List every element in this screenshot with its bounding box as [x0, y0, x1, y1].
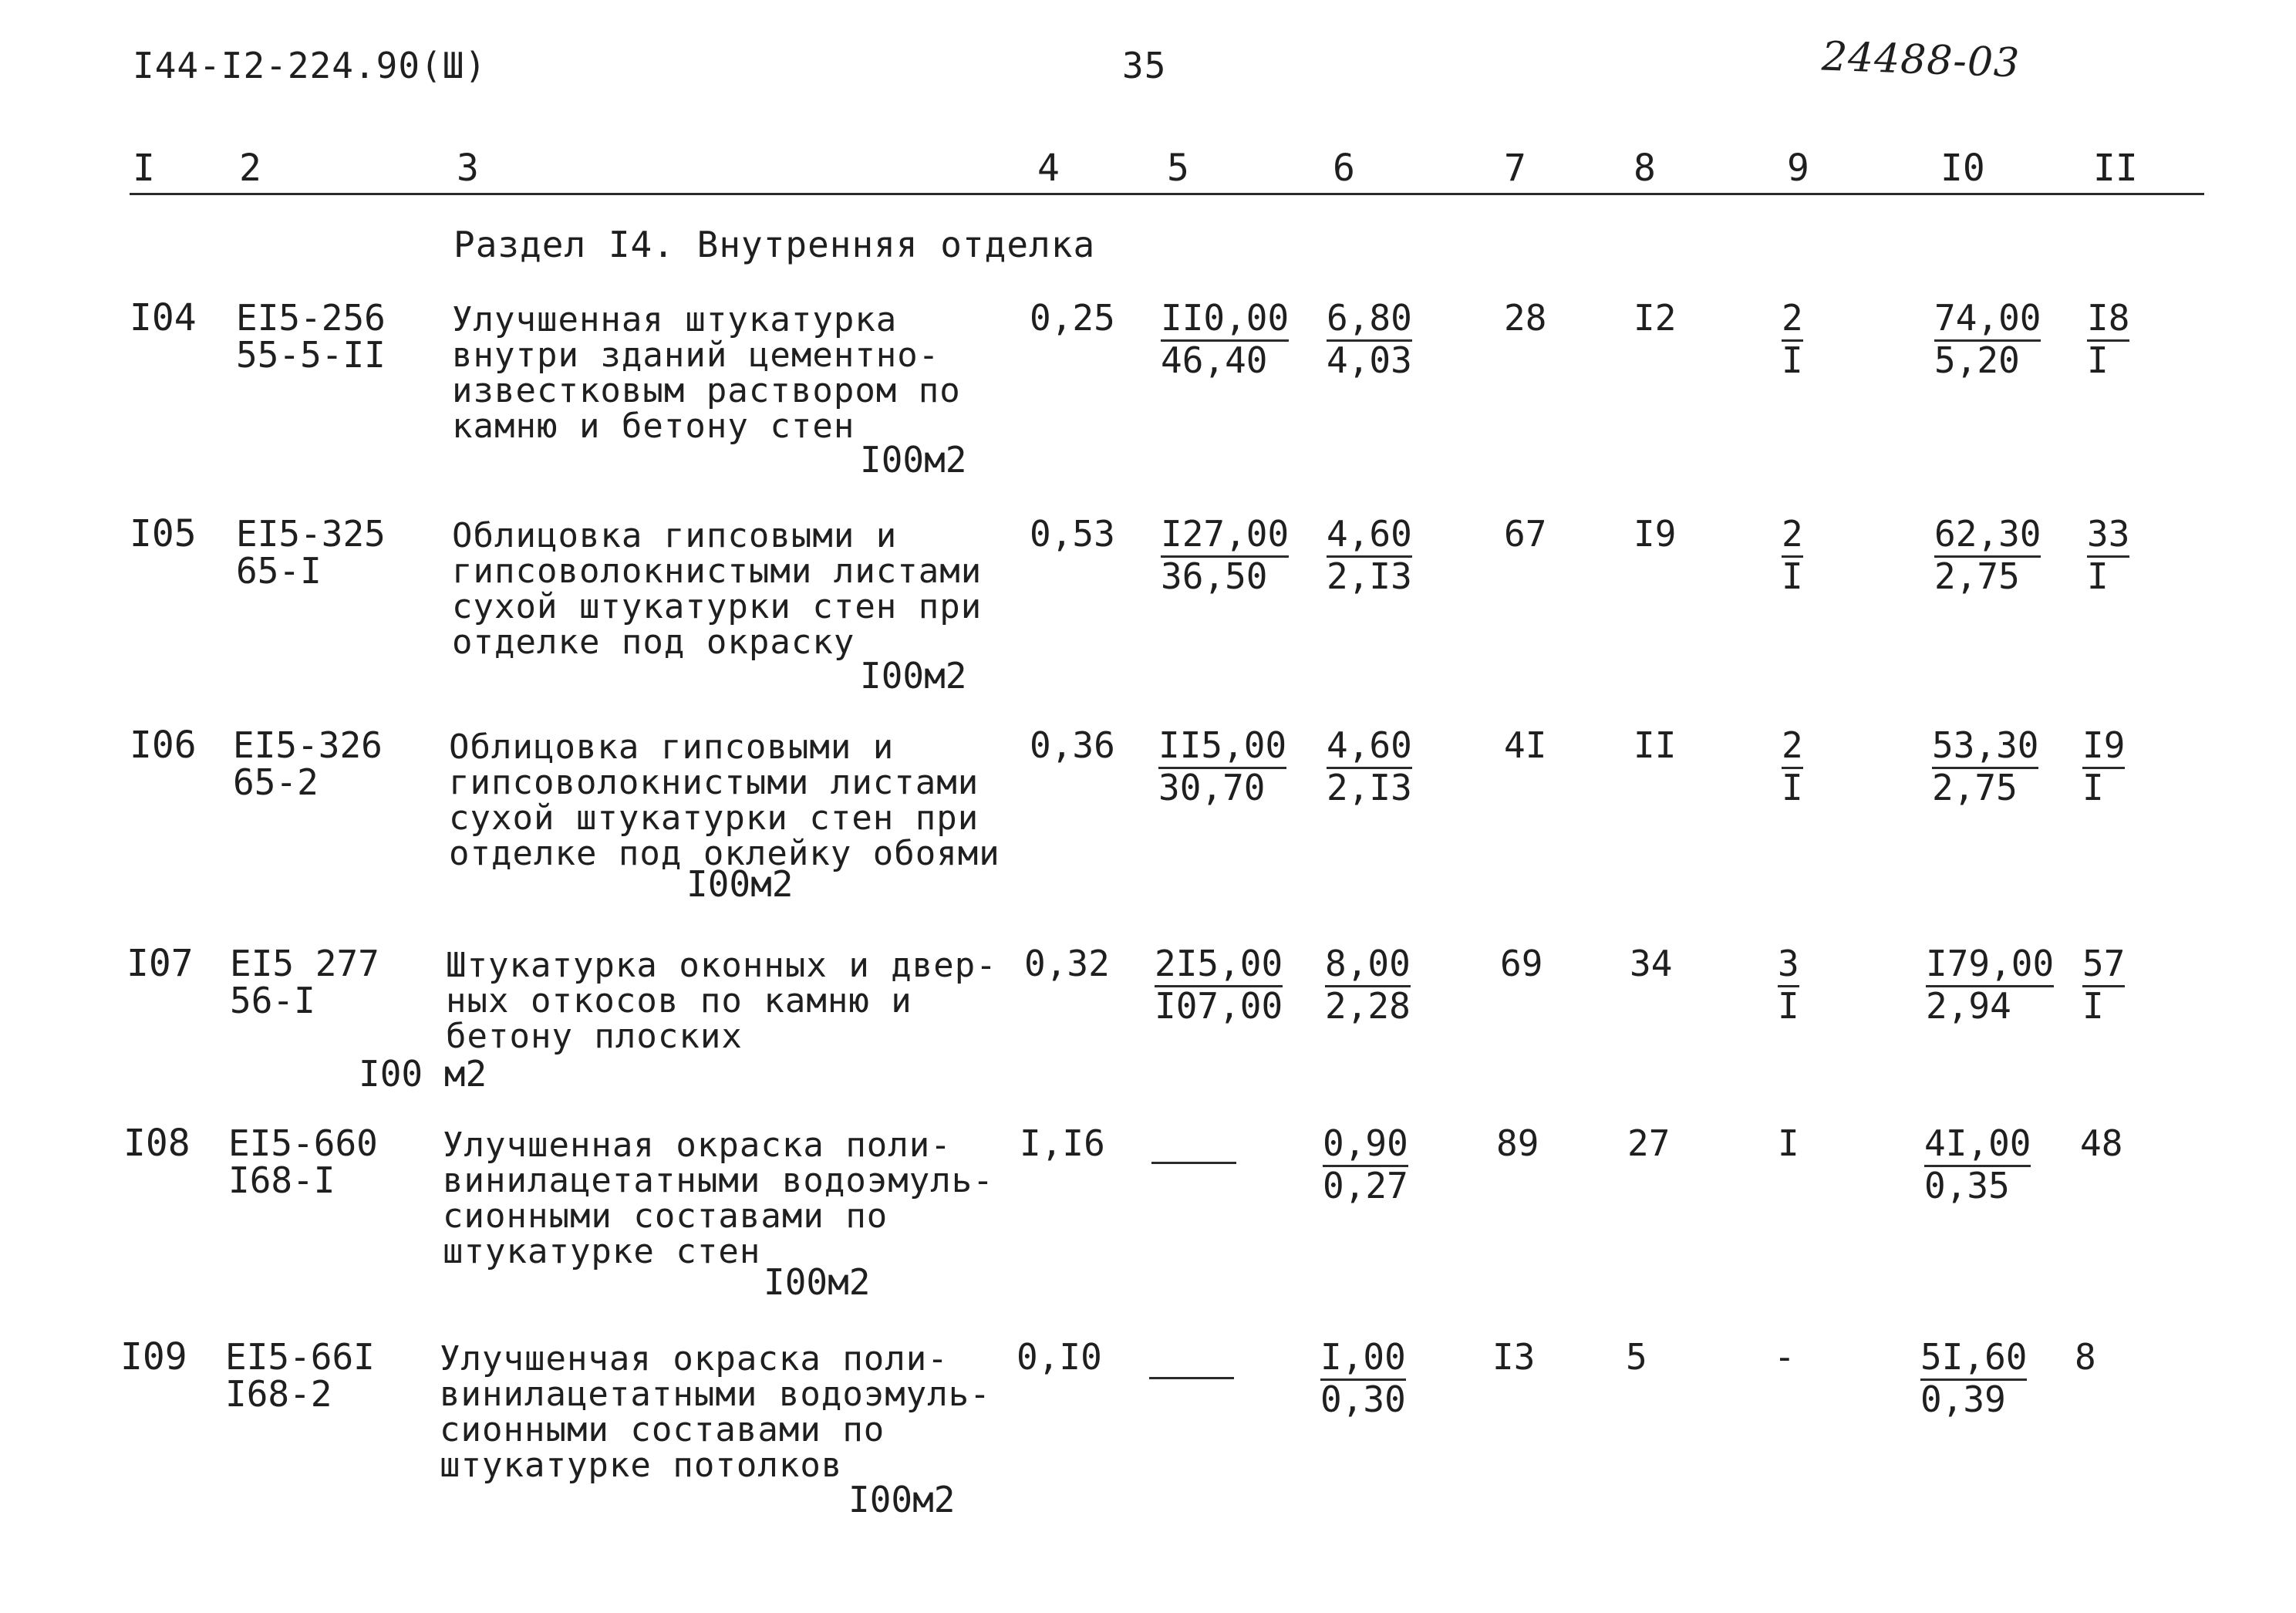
norm-code: EI5-66I I68-2	[225, 1336, 375, 1415]
row-number: I05	[130, 512, 197, 555]
norm-code: EI5-660 I68-I	[228, 1122, 378, 1201]
page-number: 35	[1122, 45, 1167, 86]
col-11-value: 48	[2080, 1122, 2123, 1164]
column-header-6: 6	[1333, 147, 1355, 190]
cost-col-6: 8,00 2,28	[1325, 943, 1411, 1027]
quantity: 0,53	[1030, 513, 1115, 555]
row-number: I04	[130, 296, 197, 339]
norm-code: EI5-326 65-2	[233, 724, 383, 803]
cost-col-5: II5,00 30,70	[1158, 724, 1287, 808]
norm-code: EI5-325 65-I	[236, 513, 386, 592]
cost-col-6: 4,60 2,I3	[1327, 724, 1412, 808]
col-7-value: I3	[1492, 1336, 1536, 1378]
col-9-value: 2 I	[1782, 513, 1803, 597]
col-8-value: I9	[1633, 513, 1677, 555]
norm-code: EI5-256 55-5-II	[236, 297, 386, 376]
cost-col-6: 4,60 2,I3	[1327, 513, 1412, 597]
quantity: 0,32	[1024, 943, 1110, 984]
col-10-value: 62,30 2,75	[1934, 513, 2041, 597]
col-11-value: I9 I	[2082, 724, 2126, 808]
unit-label: I00 м2	[359, 1053, 487, 1095]
work-description: Улучшенчая окраска поли- винилацетатными водоэмуль- сионными составами по штукатурке потолков	[440, 1339, 991, 1485]
column-header-8: 8	[1633, 147, 1656, 190]
col-8-value: 27	[1627, 1122, 1671, 1164]
col-7-value: 89	[1496, 1122, 1539, 1164]
unit-label: I00м2	[848, 1479, 956, 1520]
col-10-value: I79,00 2,94	[1926, 943, 2055, 1027]
col-7-value: 28	[1504, 297, 1547, 339]
col-9-value: I	[1778, 1122, 1799, 1164]
col-11-value: 33 I	[2087, 513, 2130, 597]
col-8-value: 5	[1626, 1336, 1647, 1378]
cost-col-6: 0,90 0,27	[1323, 1122, 1408, 1206]
empty-value-dash	[1149, 1377, 1234, 1379]
section-title: Раздел I4. Внутренняя отделка	[453, 224, 1096, 265]
cost-col-5: I27,00 36,50	[1161, 513, 1290, 597]
column-header-3: 3	[457, 147, 479, 190]
col-11-value: 8	[2075, 1336, 2096, 1378]
column-header-9: 9	[1787, 147, 1809, 190]
cost-col-5: 2I5,00 I07,00	[1155, 943, 1283, 1027]
col-8-value: I2	[1633, 297, 1677, 339]
column-header-11: II	[2093, 147, 2138, 190]
col-11-value: 57 I	[2082, 943, 2126, 1027]
col-10-value: 5I,60 0,39	[1920, 1336, 2028, 1420]
document-code: I44-I2-224.90(Ш)	[133, 45, 487, 86]
norm-code: EI5 277 56-I	[230, 943, 379, 1021]
cost-col-6: I,00 0,30	[1320, 1336, 1406, 1420]
col-7-value: 67	[1504, 513, 1547, 555]
row-number: I09	[120, 1335, 187, 1378]
work-description: Улучшенная окраска поли- винилацетатными водоэмуль- сионными составами по штукатурке стен	[443, 1125, 994, 1271]
row-number: I08	[123, 1122, 190, 1165]
col-8-value: II	[1633, 724, 1677, 766]
column-header-2: 2	[239, 147, 261, 190]
empty-value-dash	[1151, 1162, 1236, 1164]
work-description: Облицовка гипсовыми и гипсоволокнистыми листами сухой штукатурки стен при отделке под окраску	[452, 516, 983, 662]
col-9-value: 2 I	[1782, 724, 1803, 808]
column-header-4: 4	[1037, 147, 1060, 190]
quantity: 0,25	[1030, 297, 1115, 339]
col-7-value: 4I	[1504, 724, 1547, 766]
column-header-5: 5	[1167, 147, 1189, 190]
col-10-value: 53,30 2,75	[1932, 724, 2039, 808]
unit-label: I00м2	[686, 863, 794, 905]
col-9-value: 2 I	[1782, 297, 1803, 381]
cost-col-6: 6,80 4,03	[1327, 297, 1412, 381]
work-description: Облицовка гипсовыми и гипсоволокнистыми листами сухой штукатурки стен при отделке под оклейку обоями	[449, 727, 1000, 873]
unit-label: I00м2	[764, 1261, 871, 1303]
column-header-1: I	[133, 147, 155, 190]
work-description: Штукатурка оконных и двер- ных откосов по камню и бетону плоских	[446, 946, 997, 1056]
cost-col-5: II0,00 46,40	[1161, 297, 1290, 381]
row-number: I07	[126, 942, 194, 985]
col-10-value: 74,00 5,20	[1934, 297, 2041, 381]
col-9-value: -	[1774, 1336, 1795, 1378]
header-rule	[130, 193, 2204, 195]
col-10-value: 4I,00 0,35	[1924, 1122, 2031, 1206]
unit-label: I00м2	[860, 439, 967, 481]
work-description: Улучшенная штукатурка внутри зданий цементно- известковым раствором по камню и бетону стен	[452, 300, 961, 446]
col-11-value: I8 I	[2087, 297, 2130, 381]
column-header-10: I0	[1940, 147, 1985, 190]
quantity: I,I6	[1020, 1122, 1105, 1164]
quantity: 0,36	[1030, 724, 1115, 766]
quantity: 0,I0	[1017, 1336, 1102, 1378]
column-header-7: 7	[1504, 147, 1526, 190]
row-number: I06	[130, 724, 197, 767]
handwritten-stamp: 24488-03	[1821, 33, 2021, 87]
col-7-value: 69	[1500, 943, 1543, 984]
unit-label: I00м2	[860, 655, 967, 697]
col-8-value: 34	[1630, 943, 1673, 984]
col-9-value: 3 I	[1778, 943, 1799, 1027]
